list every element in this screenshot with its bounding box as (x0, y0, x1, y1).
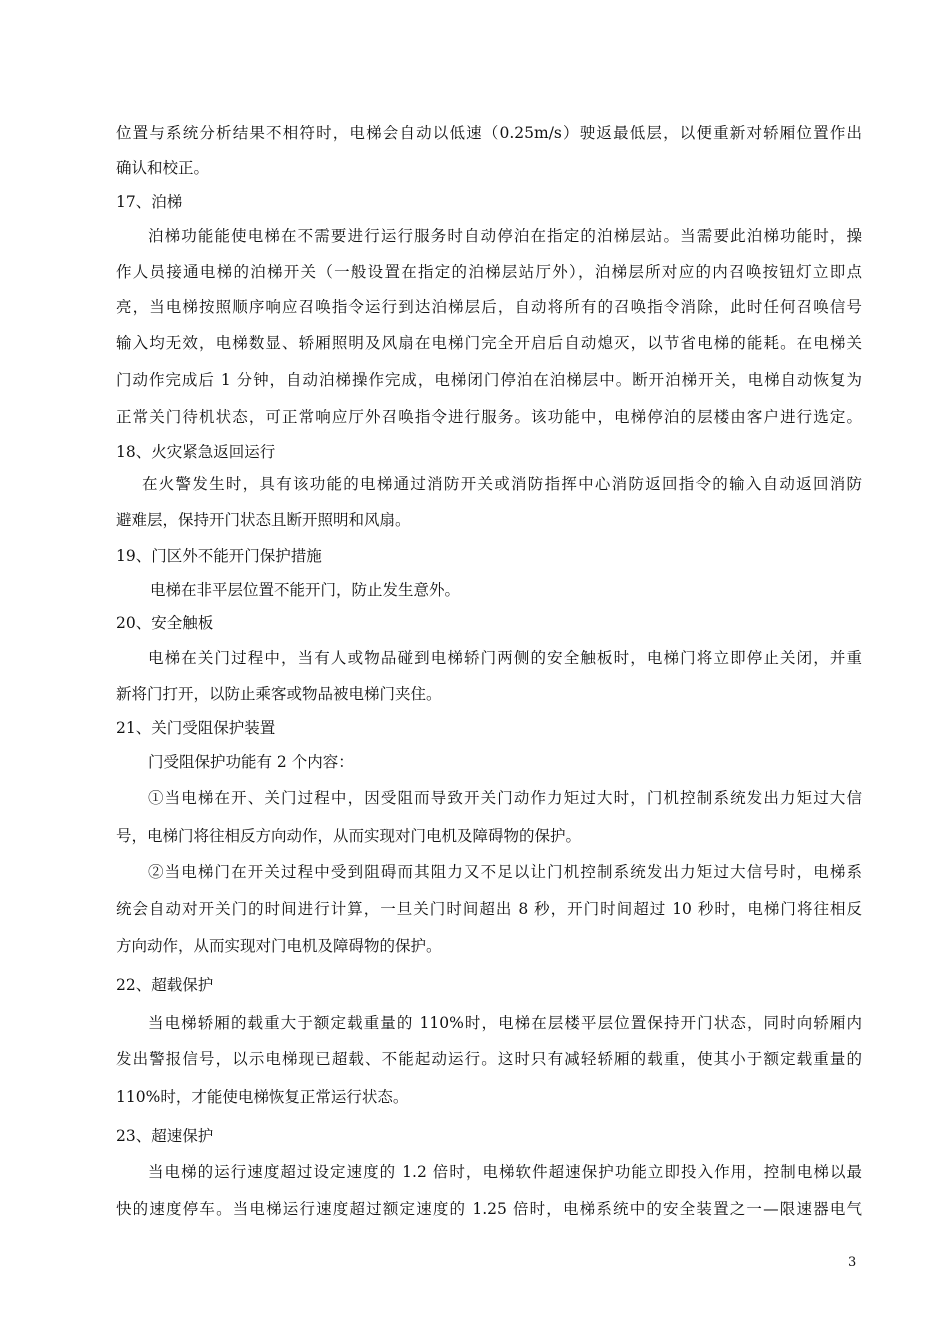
text-line: 方向动作，从而实现对门电机及障碍物的保护。 (116, 937, 442, 955)
text-line: 避难层，保持开门状态且断开照明和风扇。 (116, 511, 411, 529)
section-heading: 23、超速保护 (116, 1127, 214, 1145)
section-heading: 19、门区外不能开门保护措施 (116, 547, 322, 565)
text-line: 发出警报信号，以示电梯现已超载、不能起动运行。这时只有减轻轿厢的载重，使其小于额定载重量的 (116, 1050, 862, 1068)
text-line: 新将门打开，以防止乘客或物品被电梯门夹住。 (116, 685, 442, 703)
text-line: 作人员接通电梯的泊梯开关（一般设置在指定的泊梯层站厅外），泊梯层所对应的内召唤按钮灯立即点 (116, 263, 862, 281)
text-line: 110%时，才能使电梯恢复正常运行状态。 (116, 1088, 409, 1106)
text-line: 统会自动对开关门的时间进行计算，一旦关门时间超出 8 秒，开门时间超过 10 秒时，电梯门将往相反 (116, 900, 862, 918)
text-line: 输入均无效，电梯数显、轿厢照明及风扇在电梯门完全开启后自动熄灭，以节省电梯的能耗。在电梯关 (116, 334, 862, 352)
section-heading: 20、安全触板 (116, 614, 214, 632)
section-heading: 22、超载保护 (116, 976, 214, 994)
text-line: 电梯在关门过程中，当有人或物品碰到电梯轿门两侧的安全触板时，电梯门将立即停止关闭，并重 (148, 649, 862, 667)
text-line: 泊梯功能能使电梯在不需要进行运行服务时自动停泊在指定的泊梯层站。当需要此泊梯功能时，操 (148, 227, 862, 245)
section-heading: 18、火灾紧急返回运行 (116, 443, 276, 461)
text-line: 电梯在非平层位置不能开门，防止发生意外。 (150, 581, 461, 599)
text-line: 当电梯的运行速度超过设定速度的 1.2 倍时，电梯软件超速保护功能立即投入作用，控制电梯以最 (148, 1163, 862, 1181)
text-line: 号，电梯门将往相反方向动作，从而实现对门电机及障碍物的保护。 (116, 827, 582, 845)
text-line: ②当电梯门在开关过程中受到阻碍而其阻力又不足以让门机控制系统发出力矩过大信号时，电梯系 (148, 863, 862, 881)
text-line: ①当电梯在开、关门过程中，因受阻而导致开关门动作力矩过大时，门机控制系统发出力矩过大信 (148, 789, 862, 807)
text-line: 正常关门待机状态，可正常响应厅外召唤指令进行服务。该功能中，电梯停泊的层楼由客户进行选定。 (116, 408, 862, 426)
text-line: 在火警发生时，具有该功能的电梯通过消防开关或消防指挥中心消防返回指令的输入自动返回消防 (142, 475, 862, 493)
text-line: 确认和校正。 (116, 159, 210, 177)
section-heading: 17、泊梯 (116, 193, 183, 211)
section-heading: 21、关门受阻保护装置 (116, 719, 276, 737)
page-number: 3 (848, 1255, 857, 1270)
text-line: 快的速度停车。当电梯运行速度超过额定速度的 1.25 倍时，电梯系统中的安全装置之一—限速器电气 (116, 1200, 862, 1218)
text-line: 当电梯轿厢的载重大于额定载重量的 110%时，电梯在层楼平层位置保持开门状态，同时向轿厢内 (148, 1014, 862, 1032)
text-line: 门受阻保护功能有 2 个内容： (148, 753, 354, 771)
text-line: 亮，当电梯按照顺序响应召唤指令运行到达泊梯层后，自动将所有的召唤指令消除，此时任何召唤信号 (116, 298, 862, 316)
text-line: 位置与系统分析结果不相符时，电梯会自动以低速（0.25m/s）驶返最低层，以便重新对轿厢位置作出 (116, 124, 862, 142)
text-line: 门动作完成后 1 分钟，自动泊梯操作完成，电梯闭门停泊在泊梯层中。断开泊梯开关，电梯自动恢复为 (116, 371, 862, 389)
